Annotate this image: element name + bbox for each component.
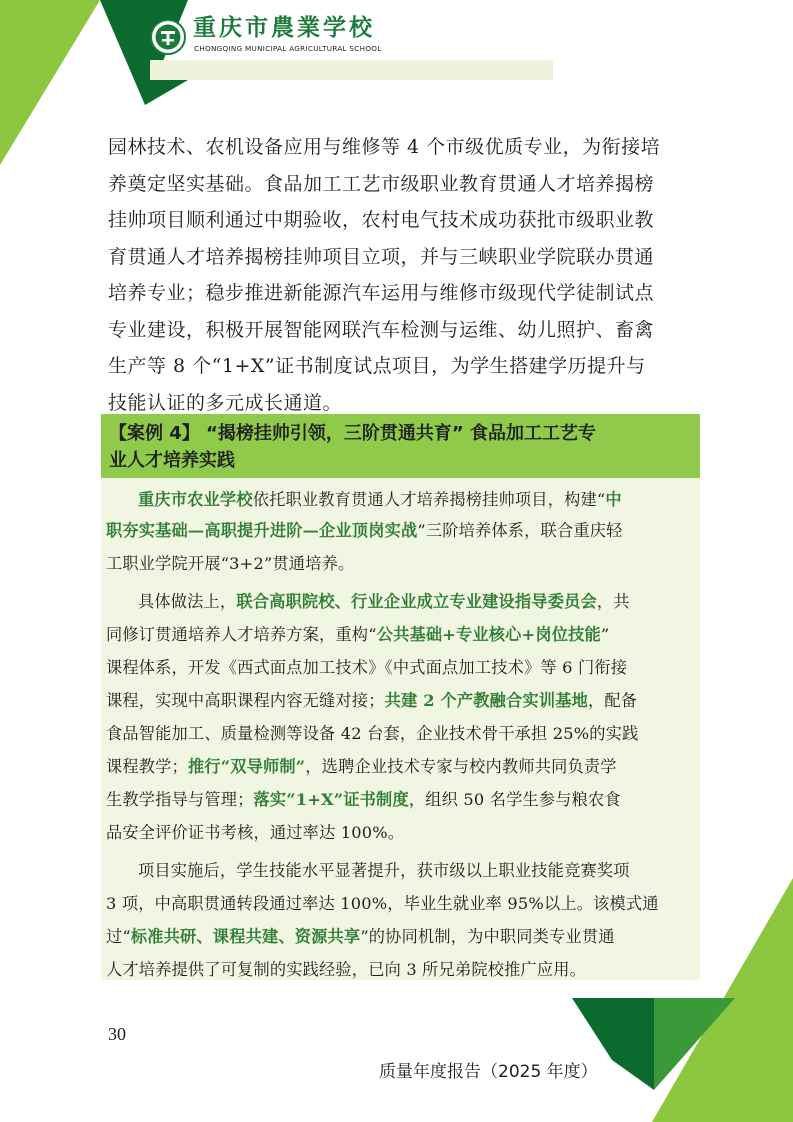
case-line [106,621,696,645]
case-line: 课程体系，开发《西式面点加工技术》《中式面点加工技术》等 6 门衔接 [106,658,628,677]
highlight-text: 公共基础+专业核心+岗位技能 [376,625,601,644]
highlight-text: 共建 2 个产教融合实训基地 [384,691,588,710]
case-line [106,923,696,947]
case-text: ，共 [596,592,630,611]
highlight-text: 落实“1+X”证书制度 [253,790,409,809]
case-line [106,517,696,541]
case-title-line: 业人才培养实践 [109,450,235,471]
page-number: 30 [108,1024,126,1044]
case-line: 工职业学院开展“3+2”贯通培养。 [106,554,355,573]
highlight-text: 推行“双导师制” [187,757,306,776]
paragraph-line: 生产等 8 个“1+X”证书制度试点项目，为学生搭建学历提升与 [108,355,646,377]
case-line: 3 项，中高职贯通转段通过率达 100%，毕业生就业率 95%以上。该模式通 [106,894,659,913]
paragraph-line: 挂帅项目顺利通过中期验收，农村电气技术成功获批市级职业教 [108,209,655,231]
case-line: 食品智能加工、质量检测等设备 42 台套，企业技术骨干承担 25%的实践 [106,724,639,743]
school-name-cn: 重庆市農業学校 [193,14,375,41]
paragraph-line: 专业建设，积极开展智能网联汽车检测与运维、幼儿照护、畜禽 [108,318,655,341]
highlight-text: 中 [605,490,622,509]
report-title: 质量年度报告（2025 年度） [379,1062,598,1082]
case-text: 依托职业教育贯通人才培养揭榜挂帅项目，构建“ [252,490,606,509]
highlight-text: 职夯实基础—高职提升进阶—企业顶岗实战 [106,521,418,540]
case-line [106,687,696,711]
highlight-text: 标准共研、课程共建、资源共享 [130,927,361,946]
case-text: 课程，实现中高职课程内容无缝对接； [106,691,385,710]
case-line [106,486,696,510]
highlight-text: 联合高职院校、行业企业成立专业建设指导委员会 [236,592,597,611]
case-title [101,414,700,478]
case-line: 项目实施后，学生技能水平显著提升，获市级以上职业技能竞赛奖项 [138,861,630,880]
top-header-dark-wedge [145,80,188,105]
case-line: 品安全评价证书考核，通过率达 100%。 [106,823,405,842]
case-text: 过“ [106,927,131,946]
case-text: ”三阶培养体系，联合重庆轻 [417,521,623,540]
case-text: ，配备 [588,691,638,710]
case-text: 生教学指导与管理； [106,790,254,809]
case-text: ” [600,625,610,644]
school-name-en: CHONGQING MUNICIPAL AGRICULTURAL SCHOOL [194,44,382,53]
paragraph-line: 园林技术、农机设备应用与维修等 4 个市级优质专业，为衔接培 [108,136,661,158]
case-title-line: 【案例 4】 “揭榜挂帅引领，三阶贯通共育” 食品加工工艺专 [109,423,596,444]
case-text: ，选聘企业技术专家与校内教师共同负责学 [305,757,617,776]
case-text: ”的协同机制，为中职同类专业贯通 [360,927,615,946]
case-text: 课程教学； [106,757,188,776]
intro-paragraph [108,129,708,421]
school-emblem-icon [150,19,186,55]
case-text: ，组织 50 名学生参与粮农食 [408,790,621,809]
paragraph-line: 培养专业；稳步推进新能源汽车运用与维修市级现代学徒制试点 [108,282,655,304]
case-text: 具体做法上， [138,592,237,611]
paragraph-line: 技能认证的多元成长通道。 [108,391,343,414]
header-bar [150,60,553,80]
case-line [106,588,696,612]
highlight-text: 重庆市农业学校 [138,490,253,509]
paragraph-line: 养奠定坚实基础。食品加工工艺市级职业教育贯通人才培养揭榜 [108,172,655,195]
case-line [106,753,696,777]
top-left-light-triangle [0,0,100,165]
paragraph-line: 育贯通人才培养揭榜挂帅项目立项，并与三峡职业学院联办贯通 [108,245,655,268]
case-text: 同修订贯通培养人才培养方案，重构“ [106,625,377,644]
case-line [106,786,696,810]
case-line: 人才培养提供了可复制的实践经验，已向 3 所兄弟院校推广应用。 [106,960,587,979]
